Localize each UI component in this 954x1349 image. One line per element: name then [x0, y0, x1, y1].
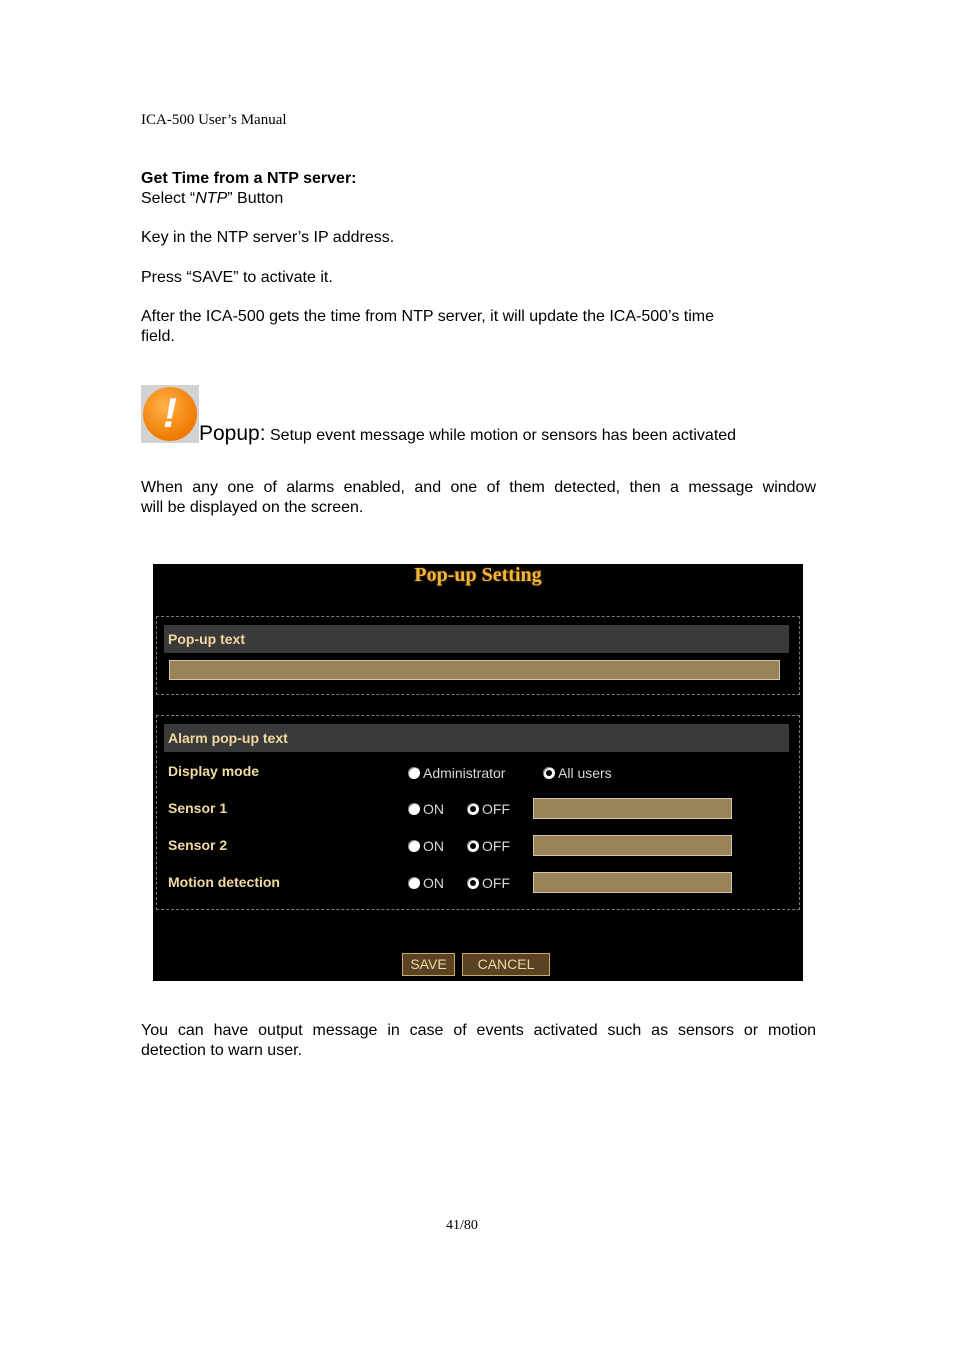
- save-button[interactable]: SAVE: [402, 953, 455, 976]
- when-paragraph-line2: will be displayed on the screen.: [141, 499, 364, 516]
- popup-text-input[interactable]: [169, 660, 780, 680]
- page-number: 41/80: [446, 1218, 478, 1233]
- page-header: ICA-500 User’s Manual: [141, 112, 287, 128]
- radio-circle: [408, 767, 420, 779]
- radio-circle: [408, 877, 420, 889]
- popup-setting-panel: [153, 564, 803, 981]
- popup-text-header: Pop-up text: [164, 625, 789, 653]
- radio-off-label: OFF: [482, 801, 510, 817]
- radio-off-label: OFF: [482, 838, 510, 854]
- after-paragraph-line1: After the ICA-500 gets the time from NTP server, it will update the ICA-500’s time: [141, 308, 714, 325]
- after-paragraph-line2: field.: [141, 328, 175, 345]
- sensor2-on-radio[interactable]: [408, 837, 444, 855]
- popup-description: Setup event message while motion or sensors has been activated: [265, 427, 737, 444]
- select-suffix: ” Button: [227, 190, 284, 207]
- radio-all-users-label: All users: [558, 765, 612, 781]
- popup-heading: Popup:: [199, 422, 266, 445]
- popup-heading-line: [199, 422, 736, 446]
- motion-off-radio[interactable]: [467, 874, 510, 892]
- output-paragraph-line2: detection to warn user.: [141, 1042, 302, 1059]
- radio-circle-selected: [467, 877, 479, 889]
- radio-on-label: ON: [423, 875, 444, 891]
- display-mode-label: Display mode: [168, 763, 260, 779]
- motion-on-radio[interactable]: [408, 874, 444, 892]
- radio-on-label: ON: [423, 801, 444, 817]
- select-ntp-em: NTP: [195, 190, 228, 207]
- sensor2-label: Sensor 2: [168, 837, 228, 853]
- radio-administrator-label: Administrator: [423, 765, 506, 781]
- radio-on-label: ON: [423, 838, 444, 854]
- when-paragraph-line1: When any one of alarms enabled, and one of them detected, then a message window: [141, 479, 816, 496]
- radio-circle: [408, 803, 420, 815]
- sensor1-text-input[interactable]: [533, 798, 732, 819]
- radio-circle-selected: [467, 803, 479, 815]
- alarm-popup-header: Alarm pop-up text: [164, 724, 789, 752]
- radio-administrator[interactable]: [408, 764, 505, 782]
- select-ntp-line: [141, 189, 283, 209]
- radio-circle-selected: [467, 840, 479, 852]
- radio-circle: [408, 840, 420, 852]
- sensor1-on-radio[interactable]: [408, 800, 444, 818]
- sensor2-off-radio[interactable]: [467, 837, 510, 855]
- panel-title: Pop-up Setting: [414, 564, 542, 586]
- motion-detection-label: Motion detection: [168, 874, 280, 890]
- press-save-paragraph: Press “SAVE” to activate it.: [141, 269, 333, 286]
- sensor2-text-input[interactable]: [533, 835, 732, 856]
- select-prefix: Select “: [141, 190, 196, 207]
- sensor1-off-radio[interactable]: [467, 800, 510, 818]
- sensor1-label: Sensor 1: [168, 800, 228, 816]
- key-in-paragraph: Key in the NTP server’s IP address.: [141, 229, 395, 246]
- motion-text-input[interactable]: [533, 872, 732, 893]
- radio-off-label: OFF: [482, 875, 510, 891]
- cancel-button[interactable]: CANCEL: [462, 953, 550, 976]
- output-paragraph-line1: You can have output message in case of events activated such as sensors or motion: [141, 1022, 816, 1039]
- radio-all-users[interactable]: [543, 764, 612, 782]
- warning-icon: !: [141, 385, 199, 443]
- section-title: Get Time from a NTP server:: [141, 170, 357, 187]
- radio-circle-selected: [543, 767, 555, 779]
